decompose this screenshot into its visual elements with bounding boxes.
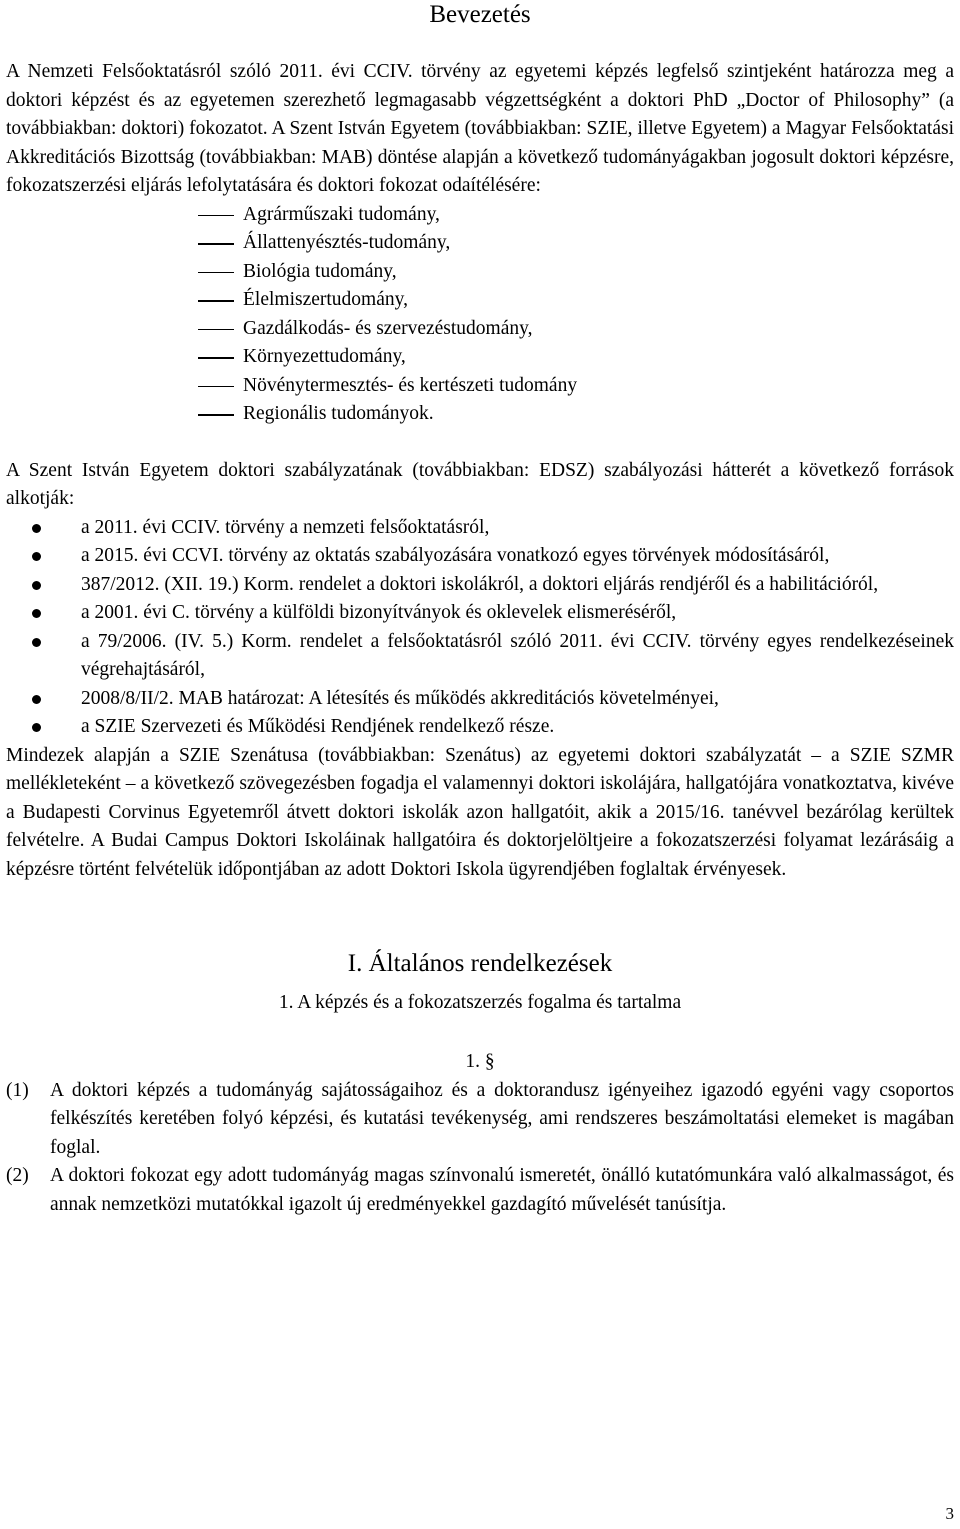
list-item: a 2001. évi C. törvény a külföldi bizonyítványok és oklevelek elismeréséről, bbox=[6, 599, 954, 628]
list-item: 2008/8/II/2. MAB határozat: A létesítés és működés akkreditációs követelményei, bbox=[6, 685, 954, 714]
page-title: Bevezetés bbox=[429, 1, 531, 28]
conclusion-paragraph: Mindezek alapján a SZIE Szenátusa (továbbiakban: Szenátus) az egyetemi doktori szabályzatát – a SZIE SZMR mellékleteként – a következő szövegezésben fogadja el valamennyi doktori iskolájára, hallgatójára vonatkoztatva, kivéve a Budapesti Corvinus Egyetemről átvett doktori iskolák azon hallgatóit, akik a 2015/16. tanévvel bezárólag kerültek felvételre. A Budai Campus Doktori Iskoláinak hallgatóira és doktorjelöltjeire a fokozatszerzési folyamat lezárásáig a képzésre történt felvételük időpontjában az adott Doktori Iskola ügyrendjében foglaltak érvényesek. bbox=[6, 744, 954, 880]
dash-bullet-icon bbox=[198, 386, 234, 388]
bullet-icon bbox=[32, 609, 41, 618]
intro-paragraph: A Nemzeti Felsőoktatásról szóló 2011. évi CCIV. törvény az egyetemi képzés legfelső szintjeként határozza meg a doktori képzést és az egyetemen szerezhető legmagasabb végzettségként a doktori PhD „Doctor of Philosophy” (a továbbiakban: doktori) fokozatot. A Szent István Egyetem (továbbiakban: SZIE, illetve Egyetem) a Magyar Felsőoktatási Akkreditációs Bizottság (továbbiakban: MAB) döntése alapján a következő tudományágakban jogosult doktori képzésre, fokozatszerzési eljárás lefolytatására és doktori fokozat odaítélésére: bbox=[6, 61, 954, 196]
dash-bullet-icon bbox=[198, 300, 234, 302]
page-number: 3 bbox=[945, 1504, 954, 1523]
bullet-icon bbox=[32, 723, 41, 732]
list-item: Növénytermesztés- és kertészeti tudomány bbox=[6, 372, 954, 401]
sources-list bbox=[6, 514, 954, 742]
dash-bullet-icon bbox=[198, 329, 234, 331]
subsection-title: 1. A képzés és a fokozatszerzés fogalma és tartalma bbox=[278, 992, 682, 1013]
section-title: I. Általános rendelkezések bbox=[347, 950, 613, 977]
clause-number: (2) bbox=[6, 1165, 29, 1186]
clause-item bbox=[6, 1077, 954, 1163]
list-item: 387/2012. (XII. 19.) Korm. rendelet a doktori iskolákról, a doktori eljárás rendjéről és a habilitációról, bbox=[6, 571, 954, 600]
fields-list bbox=[6, 201, 954, 429]
bullet-icon bbox=[32, 552, 41, 561]
dash-bullet-icon bbox=[198, 357, 234, 359]
list-item: Gazdálkodás- és szervezéstudomány, bbox=[6, 315, 954, 344]
bullet-icon bbox=[32, 524, 41, 533]
dash-bullet-icon bbox=[198, 414, 234, 416]
list-item: Környezettudomány, bbox=[6, 343, 954, 372]
list-item: Regionális tudományok. bbox=[6, 400, 954, 429]
dash-bullet-icon bbox=[198, 215, 234, 217]
dash-bullet-icon bbox=[198, 243, 234, 245]
list-item: a 2011. évi CCIV. törvény a nemzeti felsőoktatásról, bbox=[6, 514, 954, 543]
clauses-list bbox=[6, 1077, 954, 1220]
bullet-icon bbox=[32, 638, 41, 647]
list-item: Agrárműszaki tudomány, bbox=[6, 201, 954, 230]
paragraph-number: 1. § bbox=[465, 1051, 495, 1072]
bullet-icon bbox=[32, 581, 41, 590]
document-page bbox=[6, 0, 954, 1219]
bullet-icon bbox=[32, 695, 41, 704]
clause-text: A doktori fokozat egy adott tudományág magas színvonalú ismeretét, önálló kutatómunkára való alkalmasságot, és annak nemzetközi mutatókkal igazolt új eredményekkel gazdagító művelését tanúsítja. bbox=[50, 1165, 954, 1215]
clause-number: (1) bbox=[6, 1079, 29, 1101]
clause-text: A doktori képzés a tudományág sajátosságaihoz és a doktorandusz igényeihez igazodó egyéni vagy csoportos felkészítés keretében folyó képzési, és kutatási tevékenység, ami rendszeres beszámoltatási elemeket is magában foglal. bbox=[50, 1079, 954, 1158]
intro-section bbox=[6, 58, 954, 201]
list-item: Állattenyésztés-tudomány, bbox=[6, 229, 954, 258]
sources-intro: A Szent István Egyetem doktori szabályzatának (továbbiakban: EDSZ) szabályozási hátterét a következő források alkotják: bbox=[6, 459, 954, 509]
list-item: a SZIE Szervezeti és Működési Rendjének rendelkező része. bbox=[6, 713, 954, 742]
dash-bullet-icon bbox=[198, 272, 234, 274]
list-item: a 79/2006. (IV. 5.) Korm. rendelet a felsőoktatásról szóló 2011. évi CCIV. törvény egyes rendelkezéseinek végrehajtásáról, bbox=[6, 628, 954, 685]
list-item: a 2015. évi CCVI. törvény az oktatás szabályozására vonatkozó egyes törvények módosításáról, bbox=[6, 542, 954, 571]
clause-item bbox=[6, 1162, 954, 1219]
list-item: Biológia tudomány, bbox=[6, 258, 954, 287]
list-item: Élelmiszertudomány, bbox=[6, 286, 954, 315]
